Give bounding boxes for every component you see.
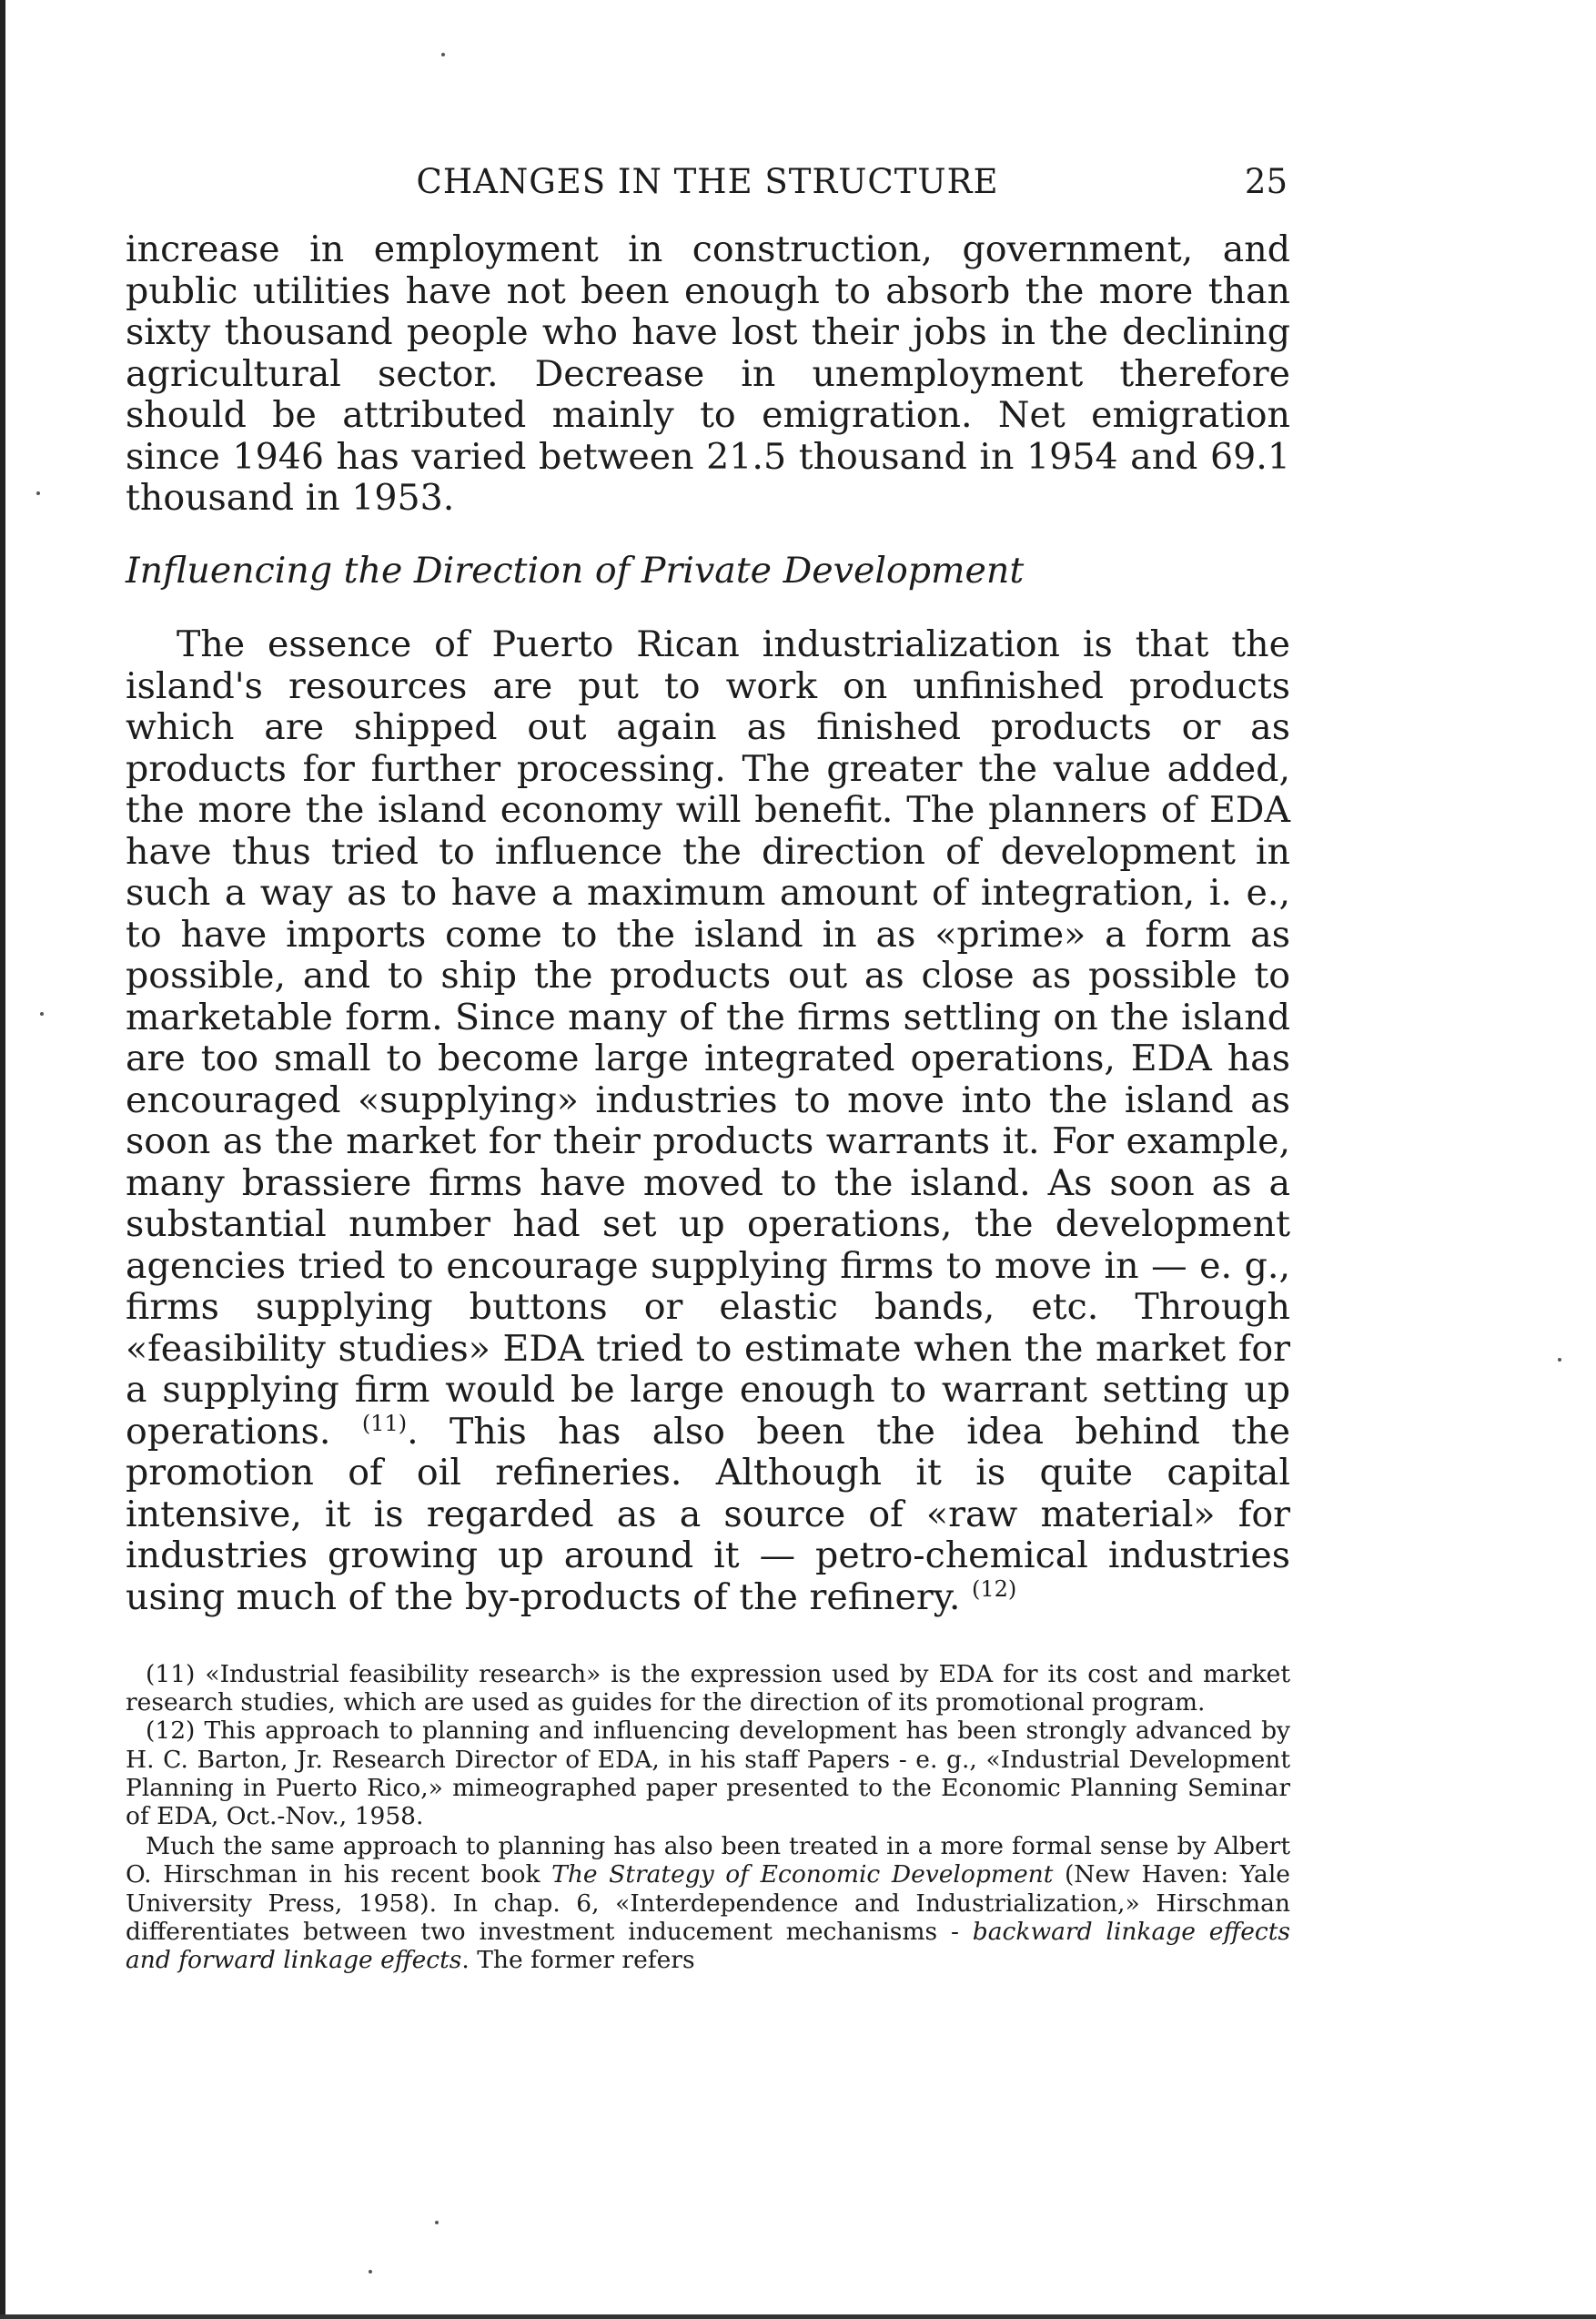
section-paragraph-part-1: The essence of Puerto Rican industrialization is that the island's resources are put to work on unfinished products which are shipped out again as finished products or as products for further processing. The greater the value added, the more the island economy will benefit. The planners of EDA have thus tried to influence the direction of development in such a way as to have a maximum amount of integration, i. e., to have imports come to the island in as «prime» a form as possible, and to ship the products out as close as possible to marketable form. Since many of the firms settling on the island are too small to become large integrated operations, EDA has encouraged «supplying» industries to move into the island as soon as the market for their products warrants it. For example, many brassiere firms have moved to the island. As soon as a substantial number had set up operations, the development agencies tried to encourage supplying firms to move in — e. g., firms supplying buttons or elastic bands, etc. Through «feasibility studies» EDA tried to estimate when the market for a supplying firm would be large enough to warrant setting up operations. (126, 623, 1290, 1453)
opening-paragraph-block (126, 229, 1290, 520)
footnote-11: (11) «Industrial feasibility research» is the expression used by EDA for its cost and market research studies, which are used as guides for the direction of its promotional program. (126, 1660, 1290, 1717)
page-header (127, 162, 1288, 208)
section-heading: Influencing the Direction of Private Development (126, 550, 1025, 592)
running-head: CHANGES IN THE STRUCTURE (416, 162, 999, 201)
scan-speck (435, 2221, 439, 2224)
scan-speck (1558, 1358, 1561, 1362)
page-number: 25 (1244, 162, 1288, 201)
footnote-12-text-c: . The former refers (461, 1946, 695, 1975)
footnote-ref-11: (11) (361, 1410, 408, 1436)
scan-edge-bottom (0, 2314, 1596, 2319)
opening-paragraph: increase in employment in construction, government, and public utilities have not been enough to absorb the more than sixty thousand people who have lost their jobs in the declining agricultural sector. Decrease in unemployment therefore should be attributed mainly to emigration. Net emigration since 1946 has varied between 21.5 thousand in 1954 and 69.1 thousand in 1953. (126, 228, 1290, 519)
footnotes (126, 1660, 1290, 1974)
section-paragraph-part-2: . This has also been the idea behind the promotion of oil refineries. Although it is quite capital intensive, it is regarded as a source of «raw material» for industries growing up around it — petro-chemical industries using much of the by-products of the refinery. (126, 1410, 1290, 1618)
scan-speck (441, 53, 445, 56)
linkage-terms: backward linkage effects and forward linkage effects (126, 1917, 1290, 1975)
scan-speck (36, 491, 40, 495)
scan-speck (40, 1012, 44, 1016)
scan-edge-left (0, 0, 5, 2319)
section-body (126, 624, 1290, 1618)
footnote-12-text-a: Much the same approach to planning has also been treated in a more formal sense by Albert O. Hirschman in his recent book (126, 1832, 1290, 1889)
section-paragraph (126, 624, 1290, 1618)
scan-speck (369, 2270, 372, 2273)
footnote-12-continuation (126, 1832, 1290, 1974)
footnote-ref-12: (12) (971, 1575, 1017, 1602)
book-title: The Strategy of Economic Development (551, 1860, 1054, 1889)
footnote-12-text-b: (New Haven: Yale University Press, 1958). In chap. 6, «Interdependence and Industrialization,» Hirschman differentiates between two investment inducement mechanisms - (126, 1860, 1290, 1946)
footnote-12: (12) This approach to planning and influencing development has been strongly advanced by H. C. Barton, Jr. Research Director of EDA, in his staff Papers - e. g., «Industrial Development Planning in Puerto Rico,» mimeographed paper presented to the Economic Planning Seminar of EDA, Oct.-Nov., 1958. (126, 1716, 1290, 1831)
